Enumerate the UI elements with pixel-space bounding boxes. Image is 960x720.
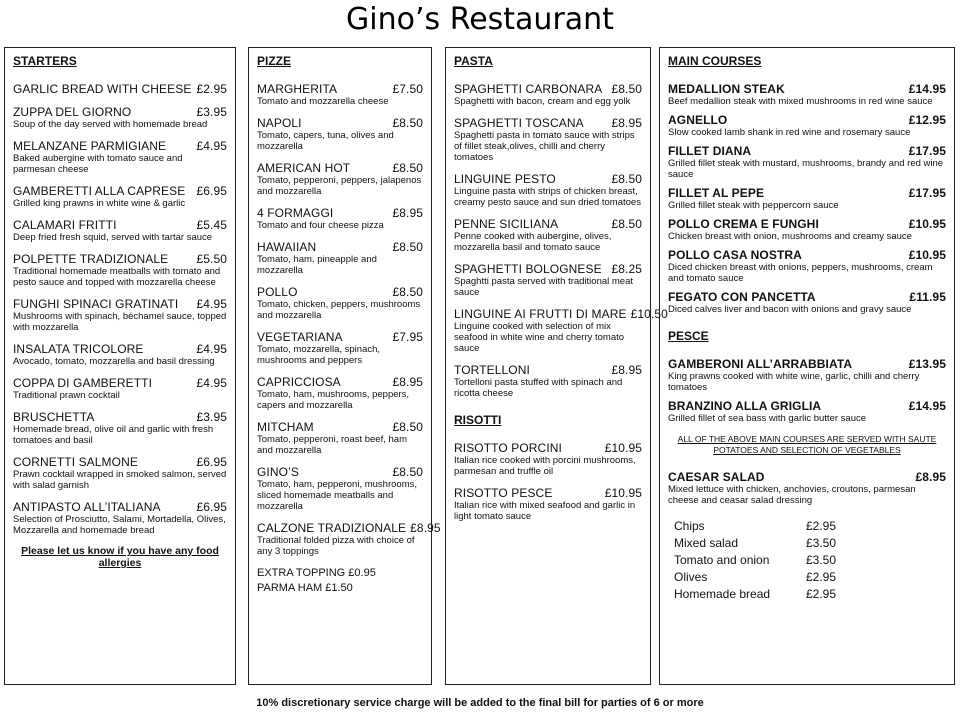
- menu-item-price: £14.95: [908, 82, 946, 96]
- menu-item-price: £14.95: [908, 399, 946, 413]
- starters-panel: [4, 47, 236, 685]
- menu-item: [454, 172, 642, 208]
- menu-item-name: MEDALLION STEAK: [668, 82, 785, 96]
- menu-item-price: £6.95: [196, 455, 227, 469]
- menu-item-name: BRUSCHETTA: [13, 410, 95, 424]
- main-courses-list: [668, 82, 946, 315]
- menu-item-name: POLLO: [257, 285, 298, 299]
- menu-item-name: SPAGHETTI CARBONARA: [454, 82, 603, 96]
- side-price: £2.95: [806, 519, 837, 533]
- menu-item-name: FILLET DIANA: [668, 144, 752, 158]
- menu-item-name: TORTELLONI: [454, 363, 530, 377]
- menu-item-desc: Grilled king prawns in white wine & garlic: [13, 198, 186, 209]
- menu-item: [257, 420, 423, 456]
- menu-item-name: COPPA DI GAMBERETTI: [13, 376, 153, 390]
- menu-item-desc: Selection of Prosciutto, Salami, Mortadella, Olives, Mozzarella and homemade bread: [13, 514, 226, 536]
- extra-topping-row: [257, 566, 423, 581]
- menu-item-desc: Grilled fillet of sea bass with garlic butter sauce: [668, 413, 867, 424]
- menu-item-desc: Baked aubergine with tomato sauce and parmesan cheese: [13, 153, 183, 175]
- menu-item-desc: Tomato, pepperoni, peppers, jalapenos and mozzarella: [257, 175, 422, 197]
- side-item: [668, 569, 946, 586]
- menu-item-name: GAMBERETTI ALLA CAPRESE: [13, 184, 186, 198]
- risotti-list: [454, 441, 642, 522]
- menu-item: [454, 82, 642, 107]
- menu-item-name: ANTIPASTO ALL’ITALIANA: [13, 500, 161, 514]
- menu-item-desc: Tomato, ham, pineapple and mozzarella: [257, 254, 377, 276]
- menu-item-desc: Tomato, mozzarella, spinach, mushrooms and peppers: [257, 344, 381, 366]
- menu-item-desc: Tomato, capers, tuna, olives and mozzarella: [257, 130, 394, 152]
- menu-item-price: £8.50: [392, 285, 423, 299]
- menu-item-desc: Spaghtti pasta served with traditional meat sauce: [454, 276, 634, 298]
- menu-item: [668, 186, 946, 211]
- menu-item-desc: Chicken breast with onion, mushrooms and creamy sauce: [668, 231, 912, 242]
- menu-item-desc: Prawn cocktail wrapped in smoked salmon, served with salad garnish: [13, 469, 227, 491]
- menu-item-name: INSALATA TRICOLORE: [13, 342, 144, 356]
- menu-item: [13, 139, 227, 175]
- extra-price: £0.95: [348, 567, 376, 579]
- menu-item-name: MARGHERITA: [257, 82, 338, 96]
- main-courses-panel: [659, 47, 955, 685]
- menu-item: [257, 116, 423, 152]
- side-name: Olives: [674, 570, 708, 584]
- menu-item-name: HAWAIIAN: [257, 240, 317, 254]
- menu-item-name: POLLO CASA NOSTRA: [668, 248, 802, 262]
- menu-item-name: GINO’S: [257, 465, 299, 479]
- menu-item-name: LINGUINE AI FRUTTI DI MARE: [454, 307, 627, 321]
- menu-item: [257, 206, 423, 231]
- menu-item-name: GARLIC BREAD WITH CHEESE: [13, 82, 192, 96]
- menu-item-price: £4.95: [196, 342, 227, 356]
- menu-item: [13, 376, 227, 401]
- menu-item: [454, 217, 642, 253]
- menu-item-name: ZUPPA DEL GIORNO: [13, 105, 132, 119]
- pizze-panel: [248, 47, 441, 685]
- starters-heading: STARTERS: [13, 54, 77, 68]
- extra-topping-row: [257, 581, 423, 596]
- menu-item: [257, 82, 423, 107]
- menu-item-desc: Tomato, pepperoni, roast beef, ham and mozzarella: [257, 434, 407, 456]
- menu-item-desc: Traditional homemade meatballs with tomato and pesto sauce and topped with mozzarella cheese: [13, 266, 221, 288]
- risotti-heading: RISOTTI: [454, 413, 502, 427]
- extra-name: EXTRA TOPPING: [257, 567, 346, 579]
- menu-item-name: SPAGHETTI BOLOGNESE: [454, 262, 602, 276]
- menu-item-desc: Tortelloni pasta stuffed with spinach and ricotta cheese: [454, 377, 623, 399]
- menu-item-desc: King prawns cooked with white wine, garlic, chilli and cherry tomatoes: [668, 371, 920, 393]
- menu-item-name: POLPETTE TRADIZIONALE: [13, 252, 169, 266]
- mains-note: ALL OF THE ABOVE MAIN COURSES ARE SERVED WITH SAUTE POTATOES AND SELECTION OF VEGETABLES: [677, 434, 937, 455]
- menu-item: [668, 144, 946, 180]
- menu-item-price: £4.95: [196, 139, 227, 153]
- menu-item-name: MELANZANE PARMIGIANE: [13, 139, 167, 153]
- menu-item-desc: Avocado, tomato, mozzarella and basil dressing: [13, 356, 215, 367]
- menu-item-desc: Linguine pasta with strips of chicken breast, creamy pesto sauce and sun dried tomatoes: [454, 186, 641, 208]
- menu-item: [13, 105, 227, 130]
- pizze-heading: PIZZE: [257, 54, 292, 68]
- side-name: Chips: [674, 519, 705, 533]
- extra-price: £1.50: [325, 582, 353, 594]
- menu-item-name: SPAGHETTI TOSCANA: [454, 116, 584, 130]
- menu-item-price: £17.95: [908, 186, 946, 200]
- menu-item: [13, 184, 227, 209]
- menu-item-name: CORNETTI SALMONE: [13, 455, 138, 469]
- menu-item: [668, 248, 946, 284]
- menu-item-name: AGNELLO: [668, 113, 728, 127]
- menu-item: [454, 262, 642, 298]
- side-item: [668, 518, 946, 535]
- menu-item-price: £10.50: [630, 307, 668, 321]
- menu-item-desc: Tomato, chicken, peppers, mushrooms and mozzarella: [257, 299, 421, 321]
- menu-item: [668, 399, 946, 424]
- menu-item-desc: Slow cooked lamb shank in red wine and rosemary sauce: [668, 127, 911, 138]
- menu-item-name: CALZONE TRADIZIONALE: [257, 521, 407, 535]
- menu-item: [257, 285, 423, 321]
- menu-item: [668, 357, 946, 393]
- menu-item-desc: Linguine cooked with selection of mix seafood in white wine and cherry tomato sauce: [454, 321, 625, 354]
- menu-item-name: CALAMARI FRITTI: [13, 218, 117, 232]
- menu-item: [13, 252, 227, 288]
- menu-item-desc: Spaghetti with bacon, cream and egg yolk: [454, 96, 631, 107]
- caesar-salad-price: £8.95: [915, 470, 946, 484]
- menu-item-desc: Grilled fillet steak with mustard, mushrooms, brandy and red wine sauce: [668, 158, 944, 180]
- menu-item-name: RISOTTO PORCINI: [454, 441, 562, 455]
- menu-item-desc: Deep fried fresh squid, served with tartar sauce: [13, 232, 213, 243]
- pasta-list: [454, 82, 668, 399]
- menu-item-name: BRANZINO ALLA GRIGLIA: [668, 399, 822, 413]
- sides-list: [668, 518, 946, 603]
- menu-item: [13, 342, 227, 367]
- menu-item-desc: Tomato, ham, pepperoni, mushrooms, sliced homemade meatballs and mozzarella: [257, 479, 417, 512]
- menu-item-price: £7.95: [392, 330, 423, 344]
- allergy-note: Please let us know if you have any food allergies: [21, 545, 219, 569]
- menu-item-desc: Spaghetti pasta in tomato sauce with strips of fillet steak,olives, chilli and cherry tomatoes: [454, 130, 635, 163]
- menu-item-price: £5.50: [196, 252, 227, 266]
- menu-item: [668, 290, 946, 315]
- main-courses-heading: MAIN COURSES: [668, 54, 762, 68]
- caesar-salad-desc: Mixed lettuce with chicken, anchovies, croutons, parmesan cheese and ceasar salad dressing: [668, 484, 916, 506]
- menu-item-price: £8.50: [392, 465, 423, 479]
- side-price: £2.95: [806, 587, 837, 601]
- menu-item-name: FEGATO CON PANCETTA: [668, 290, 816, 304]
- menu-item: [13, 218, 227, 243]
- menu-item-price: £6.95: [196, 184, 227, 198]
- menu-item-desc: Penne cooked with aubergine, olives, mozzarella basil and tomato sauce: [454, 231, 612, 253]
- menu-item: [257, 161, 423, 197]
- extras-list: [257, 566, 423, 596]
- menu-item: [454, 441, 642, 477]
- menu-item-name: LINGUINE PESTO: [454, 172, 556, 186]
- menu-item-price: £2.95: [196, 82, 227, 96]
- caesar-salad-name: CAESAR SALAD: [668, 470, 765, 484]
- side-item: [668, 552, 946, 569]
- side-name: Homemade bread: [674, 587, 771, 601]
- menu-item: [454, 116, 642, 163]
- pizze-list: [257, 82, 441, 557]
- menu-item-desc: Diced calves liver and bacon with onions and gravy sauce: [668, 304, 912, 315]
- menu-item-price: £8.50: [611, 82, 642, 96]
- menu-item: [257, 330, 423, 366]
- menu-item-price: £8.50: [392, 420, 423, 434]
- menu-item-price: £13.95: [908, 357, 946, 371]
- menu-item-desc: Traditional folded pizza with choice of any 3 toppings: [257, 535, 415, 557]
- menu-item-price: £10.95: [908, 217, 946, 231]
- menu-item-desc: Soup of the day served with homemade bread: [13, 119, 208, 130]
- menu-item: [454, 363, 642, 399]
- menu-item-price: £8.95: [611, 363, 642, 377]
- pasta-panel: [445, 47, 668, 685]
- menu-item-name: 4 FORMAGGI: [257, 206, 334, 220]
- menu-item-price: £12.95: [908, 113, 946, 127]
- menu-item: [454, 486, 642, 522]
- menu-item-price: £4.95: [196, 376, 227, 390]
- menu-item-desc: Tomato and mozzarella cheese: [257, 96, 389, 107]
- menu-item-name: POLLO CREMA E FUNGHI: [668, 217, 819, 231]
- menu-item-price: £11.95: [909, 290, 946, 304]
- menu-item-name: FUNGHI SPINACI GRATINATI: [13, 297, 179, 311]
- menu-item-price: £8.95: [410, 521, 441, 535]
- menu-item-price: £8.50: [611, 172, 642, 186]
- menu-item-desc: Mushrooms with spinach, béchamel sauce, topped with mozzarella: [13, 311, 227, 333]
- side-price: £3.50: [806, 553, 837, 567]
- menu-item-name: AMERICAN HOT: [257, 161, 351, 175]
- menu-item-name: PENNE SICILIANA: [454, 217, 559, 231]
- menu-item-desc: Tomato, ham, mushrooms, peppers, capers and mozzarella: [257, 389, 410, 411]
- menu-item: [13, 455, 227, 491]
- menu-item-price: £8.95: [611, 116, 642, 130]
- menu-item: [13, 82, 227, 96]
- menu-item: [13, 297, 227, 333]
- menu-item-price: £3.95: [196, 410, 227, 424]
- menu-item: [454, 307, 668, 354]
- pesce-heading: PESCE: [668, 329, 709, 343]
- menu-item-price: £17.95: [908, 144, 946, 158]
- menu-item-name: FILLET AL PEPE: [668, 186, 765, 200]
- side-name: Tomato and onion: [674, 553, 770, 567]
- menu-item-name: MITCHAM: [257, 420, 314, 434]
- menu-item-desc: Tomato and four cheese pizza: [257, 220, 384, 231]
- menu-item-price: £8.95: [392, 375, 423, 389]
- menu-item: [257, 375, 423, 411]
- menu-item-price: £8.25: [611, 262, 642, 276]
- menu-item-desc: Italian rice with mixed seafood and garlic in light tomato sauce: [454, 500, 636, 522]
- menu-item-name: GAMBERONI ALL’ARRABBIATA: [668, 357, 853, 371]
- caesar-salad-item: [668, 470, 946, 506]
- starters-list: [13, 82, 227, 536]
- menu-item-desc: Beef medallion steak with mixed mushrooms in red wine sauce: [668, 96, 933, 107]
- menu-item-price: £8.50: [392, 116, 423, 130]
- side-price: £3.50: [806, 536, 837, 550]
- menu-item-price: £5.45: [196, 218, 227, 232]
- menu-item-name: NAPOLI: [257, 116, 302, 130]
- menu-item-price: £10.95: [604, 486, 642, 500]
- menu-item-price: £8.50: [611, 217, 642, 231]
- menu-item-desc: Italian rice cooked with porcini mushrooms, parmesan and truffle oil: [454, 455, 636, 477]
- menu-item-desc: Grilled fillet steak with peppercorn sauce: [668, 200, 839, 211]
- menu-item-name: VEGETARIANA: [257, 330, 343, 344]
- pasta-heading: PASTA: [454, 54, 493, 68]
- menu-item-price: £8.95: [392, 206, 423, 220]
- menu-item: [668, 82, 946, 107]
- menu-item-name: RISOTTO PESCE: [454, 486, 553, 500]
- menu-item: [257, 240, 423, 276]
- menu-item-desc: Diced chicken breast with onions, peppers, mushrooms, cream and tomato sauce: [668, 262, 933, 284]
- side-name: Mixed salad: [674, 536, 739, 550]
- menu-item: [257, 465, 423, 512]
- menu-item: [13, 500, 227, 536]
- menu-item-desc: Homemade bread, olive oil and garlic with fresh tomatoes and basil: [13, 424, 214, 446]
- menu-item: [13, 410, 227, 446]
- menu-item-price: £8.50: [392, 240, 423, 254]
- menu-item: [668, 113, 946, 138]
- extra-name: PARMA HAM: [257, 582, 323, 594]
- menu-item-name: CAPRICCIOSA: [257, 375, 341, 389]
- pesce-list: [668, 357, 946, 424]
- menu-item-price: £10.95: [604, 441, 642, 455]
- menu-item-price: £8.50: [392, 161, 423, 175]
- menu-item-price: £3.95: [196, 105, 227, 119]
- menu-item-price: £10.95: [908, 248, 946, 262]
- side-price: £2.95: [806, 570, 837, 584]
- side-item: [668, 535, 946, 552]
- service-charge-note: 10% discretionary service charge will be added to the final bill for parties of 6 or more: [256, 697, 704, 709]
- menu-item-price: £6.95: [196, 500, 227, 514]
- menu-item-price: £4.95: [196, 297, 227, 311]
- menu-item-price: £7.50: [392, 82, 423, 96]
- side-item: [668, 586, 946, 603]
- menu-item-desc: Traditional prawn cocktail: [13, 390, 120, 401]
- restaurant-title: Gino’s Restaurant: [346, 2, 614, 37]
- menu-item: [668, 217, 946, 242]
- menu-item: [257, 521, 441, 557]
